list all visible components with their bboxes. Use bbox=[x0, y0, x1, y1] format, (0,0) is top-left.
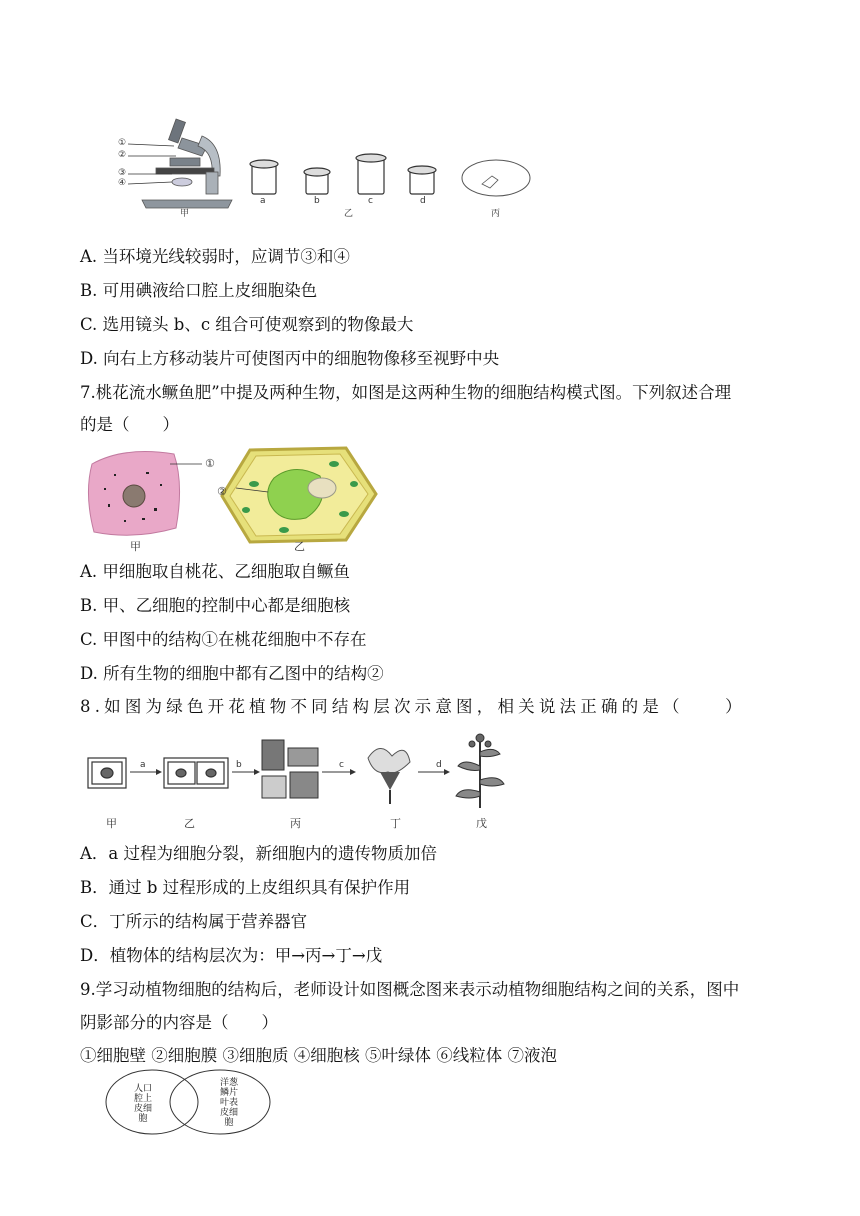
arrow-label-b: b bbox=[236, 760, 242, 770]
caption-stage-wu: 戊 bbox=[476, 817, 487, 830]
callout-circle-2: ② bbox=[217, 485, 227, 498]
field-of-view bbox=[462, 160, 530, 196]
callout-circle-1: ① bbox=[205, 457, 215, 470]
tissues bbox=[262, 740, 318, 798]
cell-figure-svg bbox=[84, 444, 384, 554]
caption-yi: 乙 bbox=[344, 209, 354, 219]
lens-label-d: d bbox=[420, 196, 426, 206]
q7-option-c: C. 甲图中的结构①在桃花细胞中不存在 bbox=[80, 630, 367, 649]
callout-1: ① bbox=[118, 138, 127, 148]
q8-option-a: A．a 过程为细胞分裂，新细胞内的遗传物质加倍 bbox=[80, 844, 437, 863]
cell-comparison-figure bbox=[84, 444, 384, 554]
q6-option-d: D. 向右上方移动装片可使图丙中的细胞物像移至视野中央 bbox=[80, 349, 500, 368]
q9-stem-line1: 9.学习动植物细胞的结构后，老师设计如图概念图来表示动植物细胞结构之间的关系，图中 bbox=[80, 980, 740, 999]
lens-label-c: c bbox=[368, 196, 373, 206]
caption-stage-bing: 丙 bbox=[290, 817, 301, 830]
q9-choices: ①细胞壁 ②细胞膜 ③细胞质 ④细胞核 ⑤叶绿体 ⑥线粒体 ⑦液泡 bbox=[80, 1046, 557, 1065]
caption-stage-yi: 乙 bbox=[184, 817, 195, 830]
plant-structure-figure bbox=[84, 732, 524, 812]
callout-4: ④ bbox=[118, 178, 127, 188]
caption-bing: 丙 bbox=[491, 209, 501, 219]
caption-stage-jia: 甲 bbox=[106, 817, 117, 830]
q8-option-b: B．通过 b 过程形成的上皮组织具有保护作用 bbox=[80, 878, 411, 897]
plant-figure-svg bbox=[84, 732, 524, 812]
q7-stem-line1: 7.桃花流水鳜鱼肥”中提及两种生物，如图是这两种生物的细胞结构模式图。下列叙述合理 bbox=[80, 383, 732, 402]
arrow-a-head bbox=[156, 769, 162, 775]
lens-label-b: b bbox=[314, 196, 320, 206]
arrow-label-a: a bbox=[140, 760, 146, 770]
q8-option-d: D．植物体的结构层次为：甲→丙→丁→戊 bbox=[80, 946, 383, 965]
arrow-label-c: c bbox=[339, 760, 344, 770]
microscope-figure bbox=[112, 116, 542, 220]
two-cells bbox=[164, 758, 228, 788]
q6-option-c: C. 选用镜头 b、c 组合可使观察到的物像最大 bbox=[80, 315, 414, 334]
animal-cell-drawing bbox=[88, 452, 202, 536]
q7-stem-line2: 的是（ ） bbox=[80, 415, 179, 434]
q7-option-b: B. 甲、乙细胞的控制中心都是细胞核 bbox=[80, 596, 351, 615]
caption-stage-ding: 丁 bbox=[390, 817, 401, 830]
q7-option-a: A. 甲细胞取自桃花、乙细胞取自鳜鱼 bbox=[80, 562, 350, 581]
whole-plant-drawing bbox=[456, 734, 504, 808]
arrow-b-head bbox=[254, 769, 260, 775]
single-cell bbox=[88, 758, 126, 788]
callout-3: ③ bbox=[118, 168, 127, 178]
venn-right-label: 洋葱 鳞片 叶表 皮细 胞 bbox=[219, 1078, 238, 1128]
venn-left-label: 人口 腔上 皮细 胞 bbox=[133, 1084, 152, 1124]
lens-group bbox=[250, 154, 436, 194]
callout-2: ② bbox=[118, 150, 127, 160]
q6-option-b: B. 可用碘液给口腔上皮细胞染色 bbox=[80, 281, 318, 300]
caption-jia: 甲 bbox=[180, 209, 190, 219]
microscope-figure-svg bbox=[112, 116, 542, 220]
plant-cell-drawing bbox=[222, 448, 376, 542]
microscope-drawing bbox=[142, 119, 232, 208]
lens-label-a: a bbox=[260, 196, 266, 206]
arrow-label-d: d bbox=[436, 760, 442, 770]
q8-stem: 8.如图为绿色开花植物不同结构层次示意图，相关说法正确的是（ ） bbox=[80, 697, 746, 716]
q8-option-c: C．丁所示的结构属于营养器官 bbox=[80, 912, 308, 931]
q6-option-a: A. 当环境光线较弱时，应调节③和④ bbox=[80, 247, 350, 266]
caption-cell-yi: 乙 bbox=[294, 540, 305, 553]
q9-stem-line2: 阴影部分的内容是（ ） bbox=[80, 1013, 278, 1032]
q7-option-d: D. 所有生物的细胞中都有乙图中的结构② bbox=[80, 664, 384, 683]
flower-drawing bbox=[368, 748, 410, 804]
arrow-d-head bbox=[444, 769, 450, 775]
arrow-c-head bbox=[350, 769, 356, 775]
callout-lines bbox=[128, 144, 176, 184]
caption-cell-jia: 甲 bbox=[130, 540, 141, 553]
